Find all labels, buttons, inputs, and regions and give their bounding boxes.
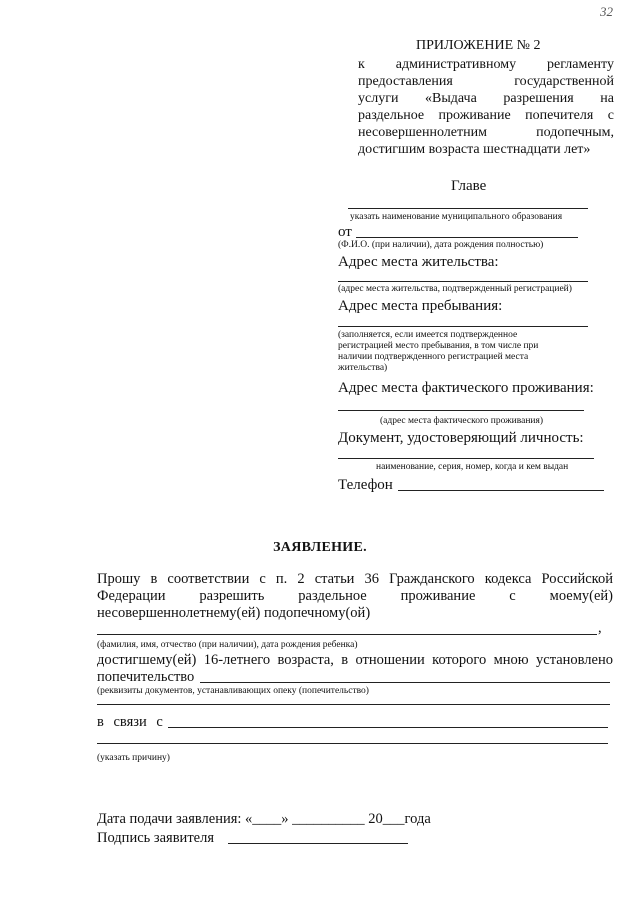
stay-hint-line: наличии подтвержденного регистрацией места: [338, 352, 529, 362]
stay-field[interactable]: [338, 326, 588, 327]
id-document-hint: наименование, серия, номер, когда и кем выдан: [376, 462, 569, 472]
signature-field[interactable]: [228, 843, 408, 844]
appendix-line: раздельное проживание попечителя с: [358, 108, 614, 123]
municipality-field[interactable]: [348, 208, 588, 209]
signature-label: Подпись заявителя: [97, 830, 214, 846]
age-line: достигшему(ей) 16-летнего возраста, в отношении которого мною установлено: [97, 652, 613, 668]
municipality-hint: указать наименование муниципального образования: [350, 212, 563, 222]
residence-label: Адрес места жительства:: [338, 254, 499, 270]
stay-hint-line: регистрацией место пребывания, в том числе при: [338, 341, 539, 351]
reason-hint: (указать причину): [97, 753, 170, 763]
guardianship-field-continued[interactable]: [97, 704, 610, 705]
reason-label: в связи с: [97, 714, 163, 730]
stay-hint-line: (заполняется, если имеется подтвержденное: [338, 330, 518, 340]
guardianship-field[interactable]: [200, 682, 610, 683]
intro-line: Федерации разрешить раздельное проживание с моему(ей): [97, 588, 613, 604]
phone-field[interactable]: [398, 490, 604, 491]
residence-hint: (адрес места жительства, подтвержденный регистрацией): [338, 284, 572, 294]
guardianship-label: попечительство: [97, 669, 195, 685]
actual-address-hint: (адрес места фактического проживания): [380, 416, 544, 426]
stay-hint: [338, 330, 598, 374]
statement-title: ЗАЯВЛЕНИЕ.: [273, 540, 367, 555]
fio-hint: (Ф.И.О. (при наличии), дата рождения полностью): [338, 240, 544, 250]
id-document-field[interactable]: [338, 458, 594, 459]
submission-date: Дата подачи заявления: «____» __________ 20___года: [97, 811, 431, 827]
actual-address-label: Адрес места фактического проживания:: [338, 380, 594, 396]
id-document-label: Документ, удостоверяющий личность:: [338, 430, 584, 446]
stay-label: Адрес места пребывания:: [338, 298, 503, 314]
reason-field-line-2[interactable]: [97, 743, 608, 744]
actual-address-field[interactable]: [338, 410, 584, 411]
addressee-label: Главе: [451, 178, 487, 194]
residence-field[interactable]: [338, 281, 588, 282]
child-name-field[interactable]: [97, 634, 597, 635]
intro-line: несовершеннолетнему(ей) подопечному(ой): [97, 605, 371, 621]
reason-field[interactable]: [168, 727, 608, 728]
appendix-line: предоставления государственной: [358, 74, 614, 89]
from-label: от: [338, 224, 352, 240]
appendix-description: [358, 56, 614, 158]
guardianship-hint: (реквизиты документов, устанавливающих опеку (попечительство): [97, 686, 369, 696]
appendix-title: ПРИЛОЖЕНИЕ № 2: [416, 38, 541, 53]
applicant-fio-field[interactable]: [356, 237, 578, 238]
child-hint: (фамилия, имя, отчество (при наличии), дата рождения ребенка): [97, 640, 358, 650]
page-number: 32: [600, 4, 613, 19]
stay-hint-line: жительства): [338, 363, 388, 373]
intro-line: Прошу в соответствии с п. 2 статьи 36 Гражданского кодекса Российской: [97, 571, 613, 587]
phone-label: Телефон: [338, 477, 393, 493]
appendix-line: несовершеннолетним подопечным,: [358, 125, 614, 140]
appendix-line: достигшим возраста шестнадцати лет»: [358, 142, 591, 157]
statement-intro: [97, 571, 613, 622]
child-field-comma: ,: [598, 620, 602, 636]
appendix-line: услуги «Выдача разрешения на: [358, 91, 614, 106]
appendix-line: к административному регламенту: [358, 57, 614, 72]
